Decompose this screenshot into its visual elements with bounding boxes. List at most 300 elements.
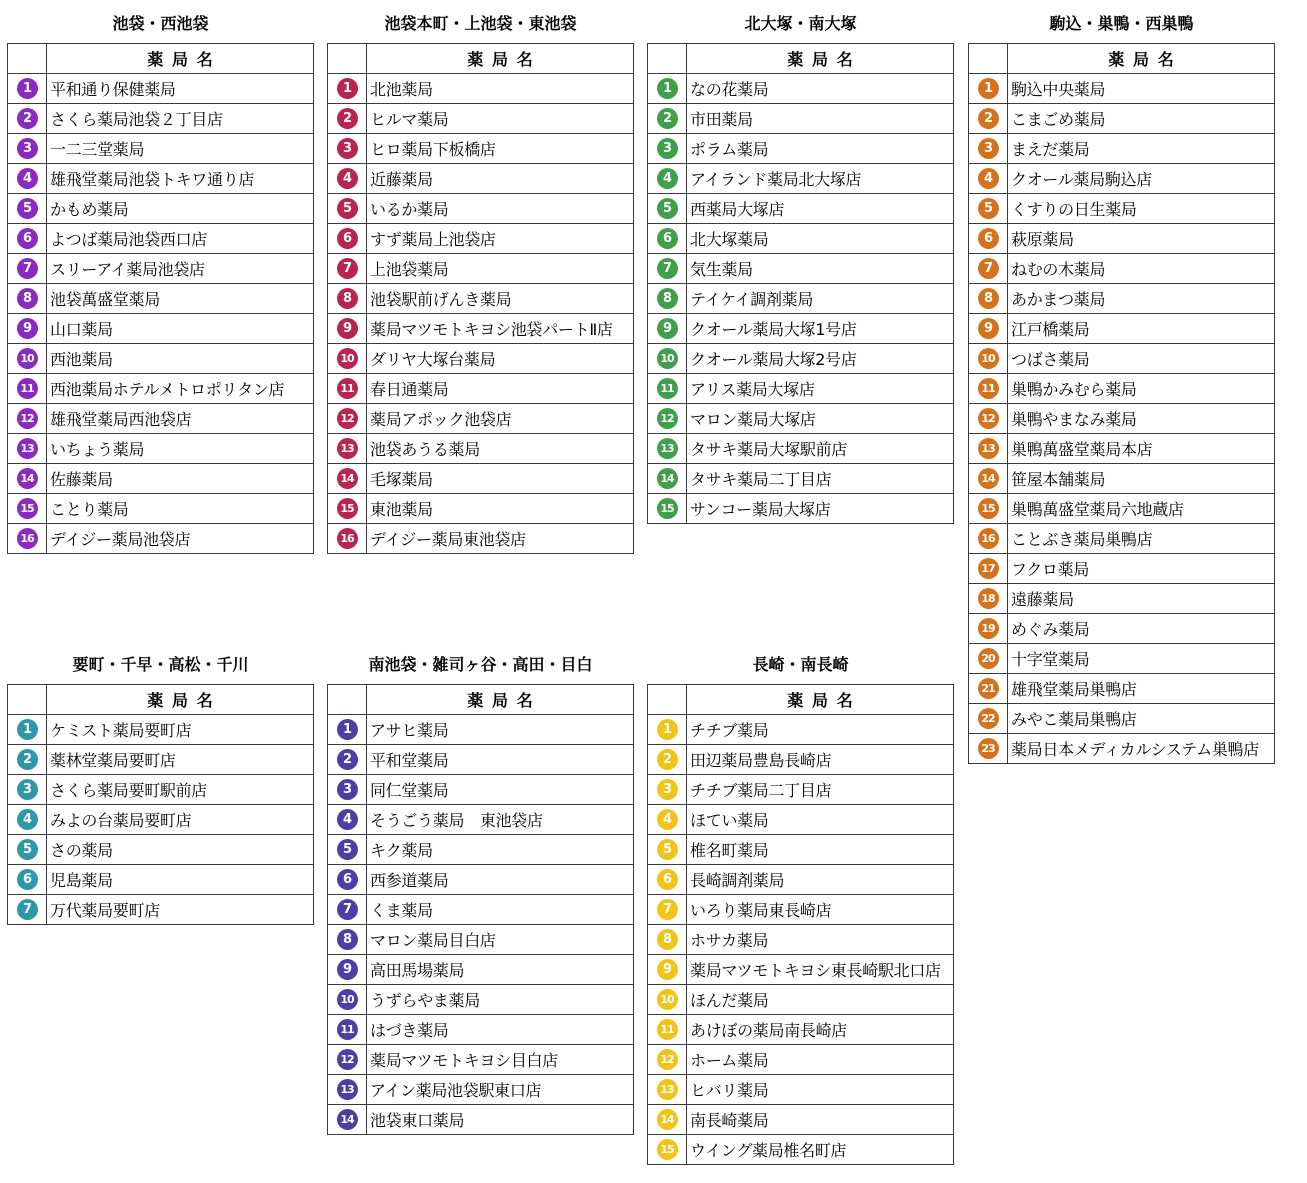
number-badge: 12	[337, 408, 358, 429]
row-number-cell	[8, 775, 47, 805]
row-number-cell	[328, 254, 367, 284]
table-header-row	[648, 685, 954, 715]
table-row	[8, 74, 314, 104]
row-number-cell	[969, 674, 1008, 704]
table-row	[328, 925, 634, 955]
pharmacy-name: ほんだ薬局	[687, 985, 954, 1015]
number-badge: 1	[657, 78, 678, 99]
number-badge: 5	[657, 839, 678, 860]
pharmacy-name: そうごう薬局 東池袋店	[367, 805, 634, 835]
table-row	[969, 524, 1275, 554]
pharmacy-name: ポラム薬局	[687, 134, 954, 164]
row-number-cell	[328, 865, 367, 895]
number-badge: 21	[978, 678, 999, 699]
table-row	[328, 254, 634, 284]
row-number-cell	[328, 745, 367, 775]
row-number-cell	[969, 74, 1008, 104]
number-badge: 5	[337, 839, 358, 860]
number-badge: 9	[337, 959, 358, 980]
table-row	[328, 374, 634, 404]
row-number-cell	[8, 134, 47, 164]
number-badge: 15	[978, 498, 999, 519]
number-badge: 6	[337, 228, 358, 249]
pharmacy-name: 東池薬局	[367, 494, 634, 524]
row-number-cell	[648, 715, 687, 745]
row-number-cell	[648, 344, 687, 374]
table-row	[8, 284, 314, 314]
pharmacy-name: 春日通薬局	[367, 374, 634, 404]
table-row	[8, 494, 314, 524]
pharmacy-name: いるか薬局	[367, 194, 634, 224]
row-number-cell	[328, 1075, 367, 1105]
pharmacy-name: ヒバリ薬局	[687, 1075, 954, 1105]
number-badge: 13	[17, 438, 38, 459]
number-badge: 9	[657, 959, 678, 980]
pharmacy-table	[327, 684, 634, 1135]
row-number-cell	[648, 404, 687, 434]
table-row	[969, 254, 1275, 284]
pharmacy-name: 市田薬局	[687, 104, 954, 134]
number-column-header	[648, 685, 687, 715]
table-row	[8, 835, 314, 865]
pharmacy-name: 雄飛堂薬局池袋トキワ通り店	[47, 164, 314, 194]
row-number-cell	[328, 434, 367, 464]
table-row	[648, 835, 954, 865]
table-row	[328, 194, 634, 224]
table-row	[648, 464, 954, 494]
number-badge: 11	[657, 1019, 678, 1040]
table-row	[969, 434, 1275, 464]
table-row	[328, 835, 634, 865]
pharmacy-name: 巣鴨萬盛堂薬局本店	[1008, 434, 1275, 464]
number-badge: 10	[978, 348, 999, 369]
table-row	[648, 925, 954, 955]
pharmacy-name: ヒルマ薬局	[367, 104, 634, 134]
table-row	[648, 74, 954, 104]
pharmacy-name: 雄飛堂薬局巣鴨店	[1008, 674, 1275, 704]
pharmacy-name-header: 薬局名	[367, 44, 634, 74]
pharmacy-name: 池袋萬盛堂薬局	[47, 284, 314, 314]
number-badge: 3	[17, 779, 38, 800]
pharmacy-name: ヒロ薬局下板橋店	[367, 134, 634, 164]
table-row	[648, 254, 954, 284]
row-number-cell	[328, 284, 367, 314]
table-row	[8, 104, 314, 134]
row-number-cell	[328, 224, 367, 254]
number-badge: 7	[337, 258, 358, 279]
pharmacy-name: 上池袋薬局	[367, 254, 634, 284]
pharmacy-name: つばさ薬局	[1008, 344, 1275, 374]
number-badge: 10	[657, 989, 678, 1010]
pharmacy-name: 遠藤薬局	[1008, 584, 1275, 614]
table-row	[648, 284, 954, 314]
row-number-cell	[328, 925, 367, 955]
pharmacy-name: ねむの木薬局	[1008, 254, 1275, 284]
row-number-cell	[8, 865, 47, 895]
pharmacy-name: あけぼの薬局南長崎店	[687, 1015, 954, 1045]
area-title: 池袋・西池袋	[112, 14, 209, 33]
row-number-cell	[969, 614, 1008, 644]
pharmacy-name: アイランド薬局北大塚店	[687, 164, 954, 194]
number-badge: 6	[657, 869, 678, 890]
pharmacy-name: なの花薬局	[687, 74, 954, 104]
row-number-cell	[969, 734, 1008, 764]
row-number-cell	[328, 164, 367, 194]
row-number-cell	[969, 704, 1008, 734]
row-number-cell	[648, 1015, 687, 1045]
number-column-header	[969, 44, 1008, 74]
row-number-cell	[969, 284, 1008, 314]
table-row	[969, 374, 1275, 404]
pharmacy-name: ホサカ薬局	[687, 925, 954, 955]
area-block-nagasaki	[647, 646, 954, 1165]
table-row	[8, 314, 314, 344]
number-badge: 12	[17, 408, 38, 429]
pharmacy-name: チチブ薬局二丁目店	[687, 775, 954, 805]
row-number-cell	[8, 344, 47, 374]
row-number-cell	[328, 715, 367, 745]
pharmacy-table	[647, 684, 954, 1165]
row-number-cell	[969, 434, 1008, 464]
row-number-cell	[648, 464, 687, 494]
pharmacy-name: アイン薬局池袋駅東口店	[367, 1075, 634, 1105]
row-number-cell	[328, 985, 367, 1015]
pharmacy-name: 西池薬局	[47, 344, 314, 374]
pharmacy-name: 薬局マツモトキヨシ目白店	[367, 1045, 634, 1075]
table-row	[969, 584, 1275, 614]
pharmacy-name: 椎名町薬局	[687, 835, 954, 865]
table-row	[648, 745, 954, 775]
pharmacy-name: デイジー薬局池袋店	[47, 524, 314, 554]
table-row	[328, 985, 634, 1015]
table-row	[969, 554, 1275, 584]
table-row	[328, 1015, 634, 1045]
pharmacy-name: 西池薬局ホテルメトロポリタン店	[47, 374, 314, 404]
row-number-cell	[648, 925, 687, 955]
pharmacy-table	[968, 43, 1275, 764]
row-number-cell	[648, 775, 687, 805]
row-number-cell	[8, 835, 47, 865]
row-number-cell	[969, 224, 1008, 254]
pharmacy-name-header: 薬局名	[367, 685, 634, 715]
pharmacy-name: 近藤薬局	[367, 164, 634, 194]
table-row	[969, 314, 1275, 344]
pharmacy-name-header: 薬局名	[687, 44, 954, 74]
pharmacy-name: テイケイ調剤薬局	[687, 284, 954, 314]
table-row	[328, 524, 634, 554]
table-row	[328, 715, 634, 745]
number-badge: 7	[17, 899, 38, 920]
table-row	[328, 284, 634, 314]
pharmacy-name: うずらやま薬局	[367, 985, 634, 1015]
number-badge: 7	[657, 258, 678, 279]
row-number-cell	[328, 344, 367, 374]
row-number-cell	[8, 895, 47, 925]
number-badge: 14	[337, 1109, 358, 1130]
number-badge: 1	[337, 719, 358, 740]
pharmacy-name: 雄飛堂薬局西池袋店	[47, 404, 314, 434]
pharmacy-name: こまごめ薬局	[1008, 104, 1275, 134]
area-title: 要町・千早・高松・千川	[72, 655, 249, 674]
number-badge: 8	[337, 929, 358, 950]
table-row	[328, 775, 634, 805]
row-number-cell	[328, 464, 367, 494]
number-badge: 19	[978, 618, 999, 639]
pharmacy-name: マロン薬局目白店	[367, 925, 634, 955]
number-badge: 4	[337, 809, 358, 830]
row-number-cell	[8, 224, 47, 254]
row-number-cell	[8, 494, 47, 524]
number-badge: 6	[657, 228, 678, 249]
table-row	[648, 374, 954, 404]
number-badge: 4	[337, 168, 358, 189]
number-badge: 1	[978, 78, 999, 99]
table-row	[328, 494, 634, 524]
pharmacy-name: 巣鴨やまなみ薬局	[1008, 404, 1275, 434]
row-number-cell	[648, 865, 687, 895]
table-row	[8, 805, 314, 835]
pharmacy-table	[7, 684, 314, 925]
number-badge: 3	[337, 779, 358, 800]
table-row	[328, 404, 634, 434]
pharmacy-name: さの薬局	[47, 835, 314, 865]
row-number-cell	[8, 805, 47, 835]
number-badge: 23	[978, 738, 999, 759]
number-badge: 3	[657, 779, 678, 800]
table-row	[8, 464, 314, 494]
area-block-minamiikebukuro	[327, 646, 634, 1135]
pharmacy-name: 北池薬局	[367, 74, 634, 104]
number-badge: 5	[337, 198, 358, 219]
number-badge: 7	[657, 899, 678, 920]
number-badge: 9	[657, 318, 678, 339]
row-number-cell	[328, 835, 367, 865]
table-row	[8, 404, 314, 434]
table-row	[969, 194, 1275, 224]
table-row	[969, 284, 1275, 314]
pharmacy-name: クオール薬局大塚2号店	[687, 344, 954, 374]
number-badge: 13	[337, 438, 358, 459]
row-number-cell	[648, 895, 687, 925]
row-number-cell	[8, 745, 47, 775]
number-badge: 7	[17, 258, 38, 279]
number-badge: 5	[17, 839, 38, 860]
table-row	[969, 464, 1275, 494]
number-badge: 1	[657, 719, 678, 740]
row-number-cell	[328, 775, 367, 805]
pharmacy-name: チチブ薬局	[687, 715, 954, 745]
table-row	[969, 404, 1275, 434]
number-badge: 5	[657, 198, 678, 219]
area-block-ikebukuro-nishiikebukuro	[7, 5, 314, 554]
pharmacy-name: 同仁堂薬局	[367, 775, 634, 805]
number-badge: 15	[657, 1139, 678, 1160]
area-block-kanamecho	[7, 646, 314, 925]
table-row	[648, 134, 954, 164]
number-badge: 6	[17, 228, 38, 249]
table-row	[8, 194, 314, 224]
number-badge: 13	[337, 1079, 358, 1100]
pharmacy-name: 薬局アポック池袋店	[367, 404, 634, 434]
table-row	[648, 805, 954, 835]
pharmacy-name: フクロ薬局	[1008, 554, 1275, 584]
number-badge: 9	[978, 318, 999, 339]
table-row	[648, 194, 954, 224]
pharmacy-name: 平和通り保健薬局	[47, 74, 314, 104]
row-number-cell	[8, 254, 47, 284]
table-row	[328, 805, 634, 835]
number-badge: 6	[978, 228, 999, 249]
area-block-komagome-sugamo	[968, 5, 1275, 764]
table-row	[969, 704, 1275, 734]
area-title: 北大塚・南大塚	[744, 14, 857, 33]
pharmacy-name: 江戸橋薬局	[1008, 314, 1275, 344]
number-badge: 17	[978, 558, 999, 579]
pharmacy-name: 萩原薬局	[1008, 224, 1275, 254]
number-badge: 11	[978, 378, 999, 399]
row-number-cell	[648, 1135, 687, 1165]
row-number-cell	[8, 464, 47, 494]
pharmacy-name-header: 薬局名	[687, 685, 954, 715]
row-number-cell	[8, 404, 47, 434]
table-row	[648, 955, 954, 985]
row-number-cell	[648, 1075, 687, 1105]
area-title: 長崎・南長崎	[752, 655, 849, 674]
pharmacy-name: あかまつ薬局	[1008, 284, 1275, 314]
row-number-cell	[648, 805, 687, 835]
table-row	[328, 955, 634, 985]
table-row	[969, 614, 1275, 644]
pharmacy-name: 巣鴨萬盛堂薬局六地蔵店	[1008, 494, 1275, 524]
pharmacy-name: 駒込中央薬局	[1008, 74, 1275, 104]
table-row	[328, 74, 634, 104]
number-badge: 12	[337, 1049, 358, 1070]
pharmacy-name: タサキ薬局大塚駅前店	[687, 434, 954, 464]
pharmacy-name: はづき薬局	[367, 1015, 634, 1045]
pharmacy-name: クオール薬局大塚1号店	[687, 314, 954, 344]
row-number-cell	[328, 374, 367, 404]
table-header-row	[328, 685, 634, 715]
row-number-cell	[328, 955, 367, 985]
table-row	[8, 865, 314, 895]
pharmacy-name: いろり薬局東長崎店	[687, 895, 954, 925]
pharmacy-name: 長崎調剤薬局	[687, 865, 954, 895]
pharmacy-name: いちょう薬局	[47, 434, 314, 464]
number-badge: 1	[17, 719, 38, 740]
table-row	[8, 434, 314, 464]
pharmacy-name: めぐみ薬局	[1008, 614, 1275, 644]
table-row	[648, 1075, 954, 1105]
row-number-cell	[648, 224, 687, 254]
number-badge: 2	[657, 749, 678, 770]
number-badge: 8	[657, 288, 678, 309]
row-number-cell	[8, 314, 47, 344]
number-badge: 12	[978, 408, 999, 429]
number-badge: 14	[657, 1109, 678, 1130]
pharmacy-name: ことり薬局	[47, 494, 314, 524]
number-badge: 12	[657, 408, 678, 429]
table-row	[648, 494, 954, 524]
row-number-cell	[969, 344, 1008, 374]
row-number-cell	[648, 284, 687, 314]
row-number-cell	[969, 494, 1008, 524]
pharmacy-name: まえだ薬局	[1008, 134, 1275, 164]
row-number-cell	[328, 494, 367, 524]
table-row	[8, 775, 314, 805]
pharmacy-name: くすりの日生薬局	[1008, 194, 1275, 224]
row-number-cell	[328, 104, 367, 134]
pharmacy-name: ホーム薬局	[687, 1045, 954, 1075]
row-number-cell	[648, 1105, 687, 1135]
table-row	[8, 224, 314, 254]
number-badge: 7	[978, 258, 999, 279]
number-badge: 8	[17, 288, 38, 309]
area-title: 駒込・巣鴨・西巣鴨	[1049, 14, 1194, 33]
table-row	[648, 865, 954, 895]
pharmacy-name: タサキ薬局二丁目店	[687, 464, 954, 494]
number-badge: 18	[978, 588, 999, 609]
row-number-cell	[328, 1015, 367, 1045]
pharmacy-name: 佐藤薬局	[47, 464, 314, 494]
row-number-cell	[328, 194, 367, 224]
row-number-cell	[8, 715, 47, 745]
pharmacy-name: 万代薬局要町店	[47, 895, 314, 925]
pharmacy-name: アサヒ薬局	[367, 715, 634, 745]
number-badge: 2	[17, 108, 38, 129]
number-badge: 14	[17, 468, 38, 489]
table-row	[969, 494, 1275, 524]
pharmacy-name: 山口薬局	[47, 314, 314, 344]
number-badge: 13	[978, 438, 999, 459]
number-badge: 2	[337, 749, 358, 770]
number-badge: 20	[978, 648, 999, 669]
pharmacy-name: 気生薬局	[687, 254, 954, 284]
row-number-cell	[969, 524, 1008, 554]
table-row	[328, 1075, 634, 1105]
number-badge: 11	[337, 1019, 358, 1040]
row-number-cell	[648, 745, 687, 775]
number-badge: 2	[337, 108, 358, 129]
row-number-cell	[8, 104, 47, 134]
row-number-cell	[8, 434, 47, 464]
number-badge: 6	[337, 869, 358, 890]
table-row	[328, 865, 634, 895]
pharmacy-name: みやこ薬局巣鴨店	[1008, 704, 1275, 734]
table-row	[328, 164, 634, 194]
pharmacy-name: マロン薬局大塚店	[687, 404, 954, 434]
row-number-cell	[648, 134, 687, 164]
number-badge: 10	[337, 989, 358, 1010]
pharmacy-name: 平和堂薬局	[367, 745, 634, 775]
table-header-row	[328, 44, 634, 74]
number-badge: 9	[17, 318, 38, 339]
area-block-kitaotsuka	[647, 5, 954, 524]
row-number-cell	[328, 524, 367, 554]
number-badge: 11	[337, 378, 358, 399]
row-number-cell	[969, 584, 1008, 614]
table-row	[8, 164, 314, 194]
pharmacy-name: みよの台薬局要町店	[47, 805, 314, 835]
table-row	[328, 344, 634, 374]
row-number-cell	[8, 74, 47, 104]
table-row	[328, 104, 634, 134]
number-column-header	[8, 44, 47, 74]
number-badge: 16	[17, 528, 38, 549]
row-number-cell	[8, 374, 47, 404]
number-badge: 14	[978, 468, 999, 489]
pharmacy-name: サンコー薬局大塚店	[687, 494, 954, 524]
number-badge: 10	[337, 348, 358, 369]
